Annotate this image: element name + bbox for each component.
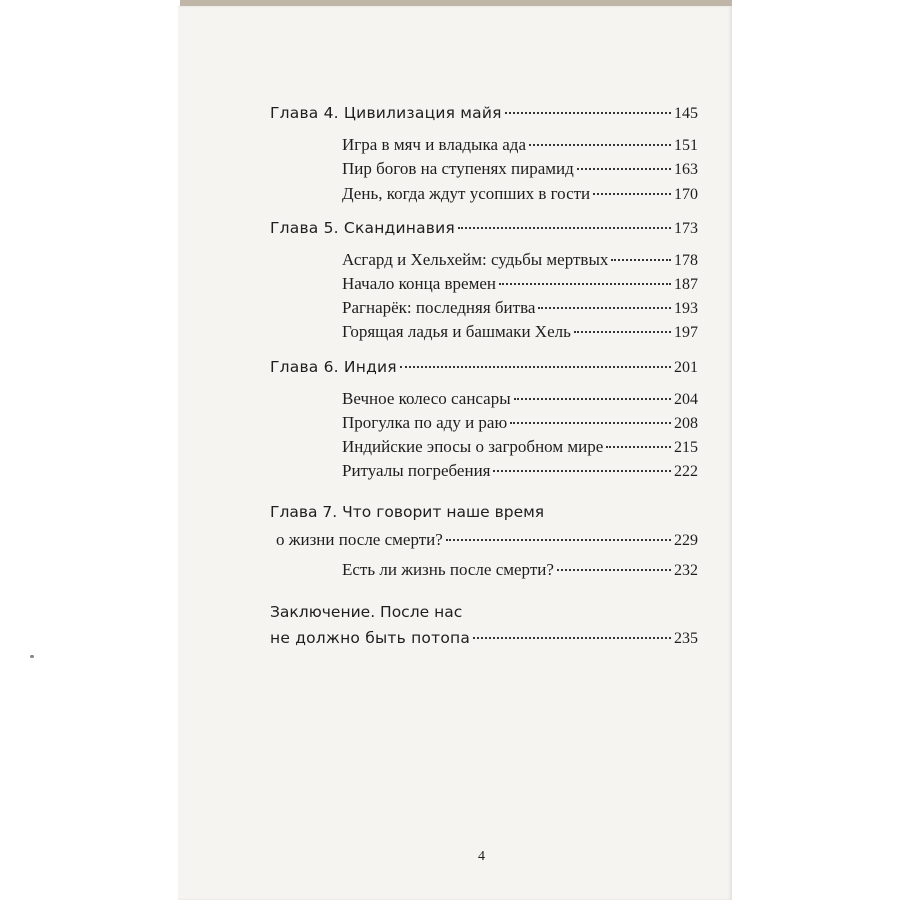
toc-chapter-title-cont: не должно быть потопа bbox=[270, 629, 471, 647]
toc-chapter-title: Заключение. После нас bbox=[270, 603, 463, 621]
leader-dots bbox=[593, 192, 671, 195]
toc-item bbox=[342, 184, 698, 204]
toc-item-title: Вечное колесо сансары bbox=[342, 389, 511, 408]
toc-page-number: 235 bbox=[674, 630, 698, 647]
toc-item bbox=[342, 274, 698, 294]
toc-item bbox=[342, 250, 698, 270]
toc-chapter-title: Глава 6. Индия bbox=[270, 358, 397, 376]
leader-dots bbox=[606, 445, 671, 448]
toc-page-number: 197 bbox=[674, 324, 698, 341]
table-of-contents bbox=[178, 6, 732, 900]
leader-dots bbox=[611, 258, 671, 261]
scan-speck bbox=[30, 655, 34, 658]
toc-page-number: 204 bbox=[674, 391, 698, 408]
toc-page-number: 178 bbox=[674, 252, 698, 269]
leader-dots bbox=[574, 330, 671, 333]
toc-item-title: Начало конца времен bbox=[342, 274, 496, 293]
toc-page-number: 201 bbox=[674, 359, 698, 376]
toc-page-number: 229 bbox=[674, 532, 698, 549]
leader-dots bbox=[505, 111, 671, 114]
toc-page-number: 151 bbox=[674, 137, 698, 154]
toc-page-number: 222 bbox=[674, 463, 698, 480]
toc-chapter-7-line2 bbox=[276, 530, 698, 550]
toc-page-number: 170 bbox=[674, 186, 698, 203]
toc-item-title: Игра в мяч и владыка ада bbox=[342, 135, 526, 154]
leader-dots bbox=[510, 421, 671, 424]
leader-dots bbox=[446, 538, 671, 541]
toc-chapter-title-cont: о жизни после смерти? bbox=[276, 530, 443, 549]
toc-chapter-title: Глава 5. Скандинавия bbox=[270, 219, 455, 237]
leader-dots bbox=[473, 636, 671, 639]
toc-item-title: Пир богов на ступенях пирамид bbox=[342, 159, 574, 178]
leader-dots bbox=[458, 226, 671, 229]
toc-item-title: Ритуалы погребения bbox=[342, 461, 491, 480]
toc-item bbox=[342, 159, 698, 179]
toc-page-number: 208 bbox=[674, 415, 698, 432]
toc-item-title: Индийские эпосы о загробном мире bbox=[342, 437, 604, 456]
toc-item bbox=[342, 560, 698, 580]
toc-chapter-title: Глава 4. Цивилизация майя bbox=[270, 104, 502, 122]
toc-chapter-5 bbox=[270, 219, 698, 238]
leader-dots bbox=[538, 306, 671, 309]
toc-item-title: Рагнарёк: последняя битва bbox=[342, 298, 536, 317]
toc-item-title: Прогулка по аду и раю bbox=[342, 413, 508, 432]
toc-item-title: Есть ли жизнь после смерти? bbox=[342, 560, 554, 579]
leader-dots bbox=[493, 469, 671, 472]
toc-item bbox=[342, 437, 698, 457]
toc-item bbox=[342, 389, 698, 409]
page-number: 4 bbox=[478, 849, 485, 864]
toc-item bbox=[342, 322, 698, 342]
toc-item-title: День, когда ждут усопших в гости bbox=[342, 184, 591, 203]
toc-item bbox=[342, 298, 698, 318]
toc-chapter-4 bbox=[270, 104, 698, 123]
book-page bbox=[178, 6, 732, 900]
leader-dots bbox=[529, 143, 671, 146]
toc-conclusion-line2 bbox=[270, 629, 698, 648]
toc-page-number: 173 bbox=[674, 220, 698, 237]
toc-item-title: Асгард и Хельхейм: судьбы мертвых bbox=[342, 250, 609, 269]
toc-page-number: 145 bbox=[674, 105, 698, 122]
toc-page-number: 232 bbox=[674, 562, 698, 579]
leader-dots bbox=[499, 282, 671, 285]
toc-item bbox=[342, 413, 698, 433]
toc-item bbox=[342, 461, 698, 481]
leader-dots bbox=[400, 365, 671, 368]
toc-chapter-title: Глава 7. Что говорит наше время bbox=[270, 503, 545, 521]
toc-item-title: Горящая ладья и башмаки Хель bbox=[342, 322, 571, 341]
leader-dots bbox=[557, 568, 671, 571]
toc-chapter-6 bbox=[270, 358, 698, 377]
toc-chapter-7-line1 bbox=[270, 503, 544, 521]
toc-page-number: 163 bbox=[674, 161, 698, 178]
toc-item bbox=[342, 135, 698, 155]
toc-conclusion-line1 bbox=[270, 603, 462, 621]
toc-page-number: 215 bbox=[674, 439, 698, 456]
leader-dots bbox=[577, 167, 671, 170]
leader-dots bbox=[514, 397, 671, 400]
toc-page-number: 193 bbox=[674, 300, 698, 317]
toc-page-number: 187 bbox=[674, 276, 698, 293]
